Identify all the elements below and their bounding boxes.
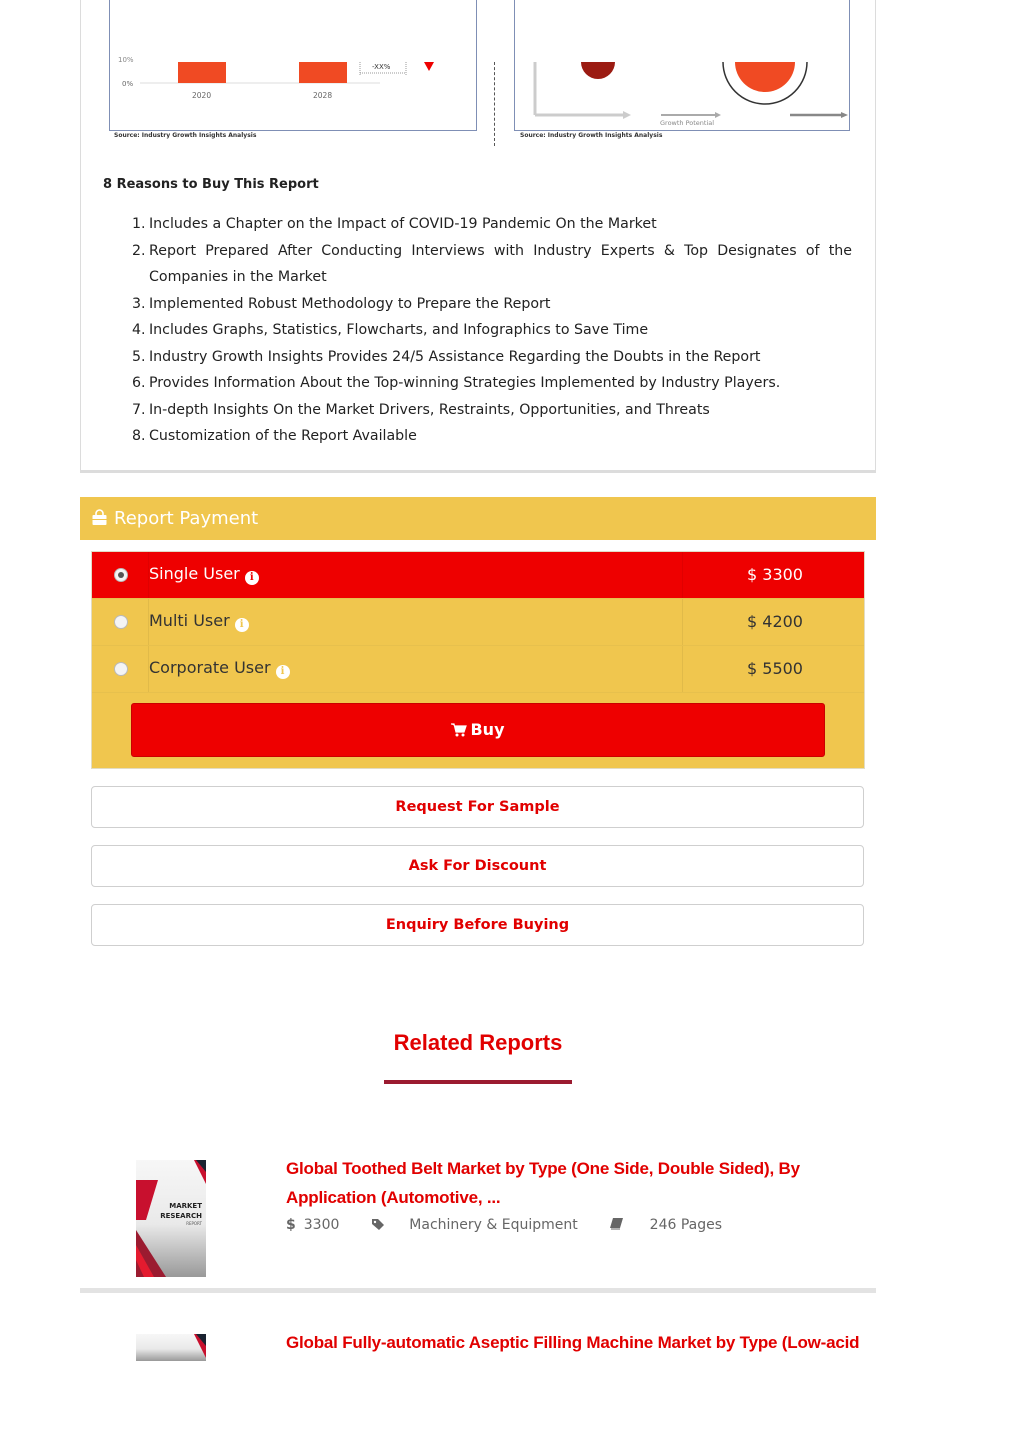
buy-label: Buy: [470, 720, 505, 739]
growth-potential-chart: [514, 0, 850, 131]
reason-item: 7. In-depth Insights On the Market Drivers, Restraints, Opportunities, and Threats: [132, 401, 710, 418]
report-thumbnail[interactable]: [136, 1334, 206, 1361]
multi-user-label: Multi User i: [149, 611, 249, 632]
reason-item: 2. Report Prepared After Conducting Interviews with Industry Experts & Top Designates of the: [132, 242, 852, 259]
license-option-corporate-user[interactable]: [92, 646, 864, 693]
down-arrow-icon: [424, 62, 434, 71]
reasons-title: 8 Reasons to Buy This Report: [103, 177, 319, 192]
related-report-meta: [286, 1217, 750, 1233]
license-option-single-user[interactable]: [92, 552, 864, 599]
reason-item: 6. Provides Information About the Top-winning Strategies Implemented by Industry Players.: [132, 375, 781, 391]
book-icon: [610, 1217, 635, 1233]
growth-arrow-icon: [715, 112, 721, 118]
report-cover-text: MARKET RESEARCH REPORT: [160, 1202, 202, 1226]
right-arrow-icon: [841, 112, 848, 118]
license-option-multi-user[interactable]: [92, 599, 864, 646]
reason-item: 8. Customization of the Report Available: [132, 428, 417, 444]
reason-item: 1. Includes a Chapter on the Impact of COVID-19 Pandemic On the Market: [132, 216, 657, 232]
related-reports-title: Related Reports: [393, 1030, 563, 1055]
cagr-label: -XX%: [372, 63, 391, 71]
market-growth-chart-svg: [110, 0, 476, 130]
growth-potential-chart-svg: [515, 0, 849, 130]
growth-potential-label: Growth Potential: [660, 119, 715, 127]
reason-item: 5. Industry Growth Insights Provides 24/5 Assistance Regarding the Doubts in the Report: [132, 348, 761, 365]
multi-user-price: $ 4200: [747, 612, 803, 631]
shopping-cart-icon: [451, 706, 467, 758]
y-tick-10: 10%: [118, 56, 134, 64]
info-icon[interactable]: i: [276, 665, 290, 679]
request-sample-button[interactable]: Request For Sample: [91, 786, 864, 828]
reasons-list: [132, 211, 852, 450]
reason-item: 3. Implemented Robust Methodology to Prepare the Report: [132, 295, 551, 312]
single-user-label: Single User i: [149, 564, 259, 585]
report-pages: 246 Pages: [649, 1217, 723, 1233]
y-tick-0: 0%: [122, 80, 134, 88]
report-cover-graphic: [136, 1334, 206, 1361]
corporate-user-label: Corporate User i: [149, 658, 290, 679]
shopping-bag-icon: [91, 499, 108, 542]
buy-button[interactable]: [131, 703, 825, 757]
single-user-price: $ 3300: [747, 565, 803, 584]
right-chart-source: Source: Industry Growth Insights Analysis: [520, 132, 663, 139]
report-separator: [80, 1288, 876, 1293]
report-category: Machinery & Equipment: [409, 1217, 578, 1233]
bar-2020: [178, 62, 226, 83]
x-tick-2028: 2028: [313, 91, 333, 100]
single-user-radio[interactable]: [114, 568, 128, 582]
multi-user-radio[interactable]: [114, 615, 128, 629]
tag-icon: [372, 1217, 395, 1233]
related-reports-underline: [384, 1080, 572, 1084]
report-payment-header: [80, 497, 876, 540]
corporate-user-radio[interactable]: [114, 662, 128, 676]
dollar-icon: $: [286, 1217, 296, 1233]
info-icon[interactable]: i: [235, 618, 249, 632]
reason-item: 4. Includes Graphs, Statistics, Flowcharts, and Infographics to Save Time: [132, 322, 649, 338]
chart-divider: [494, 62, 495, 146]
corporate-user-price: $ 5500: [747, 659, 803, 678]
big-bubble: [735, 62, 795, 92]
report-payment-title: Report Payment: [114, 508, 259, 529]
ask-discount-button[interactable]: Ask For Discount: [91, 845, 864, 887]
bar-2028: [299, 62, 347, 83]
related-report-title-link[interactable]: Global Toothed Belt Market by Type (One Side, Double Sided), By Application (Automotive, ...: [286, 1159, 800, 1207]
reason-item-continued: Companies in the Market: [149, 269, 327, 285]
enquiry-before-buying-button[interactable]: Enquiry Before Buying: [91, 904, 864, 946]
report-thumbnail[interactable]: [136, 1160, 206, 1277]
market-growth-chart: [109, 0, 477, 131]
dark-bubble: [581, 62, 615, 79]
x-tick-2020: 2020: [192, 91, 212, 100]
related-report-title-link[interactable]: Global Fully-automatic Aseptic Filling Machine Market by Type (Low-acid: [286, 1333, 860, 1352]
info-icon[interactable]: i: [245, 571, 259, 585]
x-axis-arrow-icon: [623, 111, 631, 119]
report-price: 3300: [303, 1217, 340, 1233]
left-chart-source: Source: Industry Growth Insights Analysis: [114, 132, 257, 139]
